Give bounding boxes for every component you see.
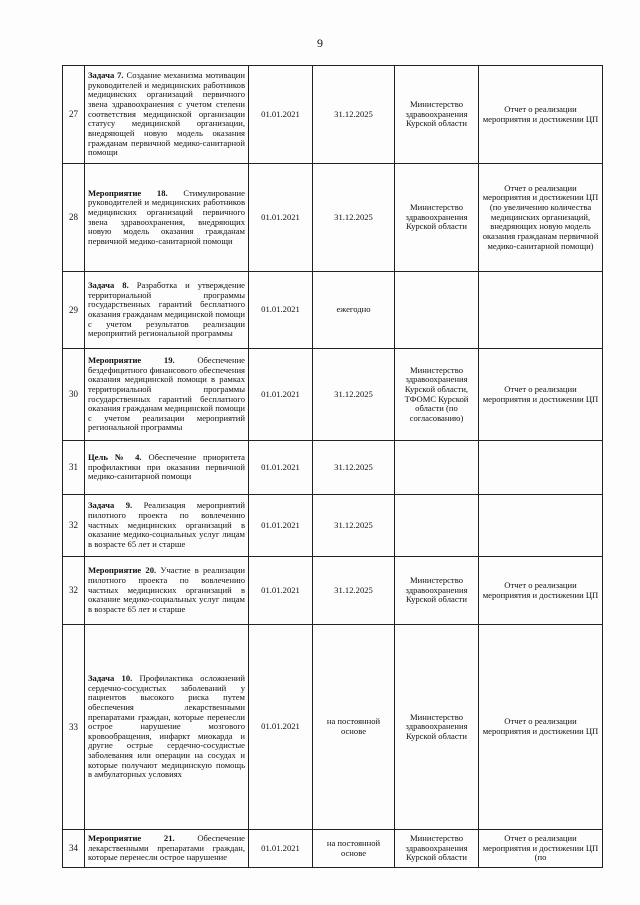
start-date: 01.01.2021	[249, 66, 313, 164]
task-text: Разработка и утверждение территориальной программы государственных гарантий бесплатного оказания гражданам медицинской помощи с учетом результатов реализации мероприятий региональной программы	[88, 280, 245, 339]
task-description	[85, 557, 249, 625]
result: Отчет о реализации мероприятия и достижении ЦП	[479, 557, 603, 625]
task-description	[85, 164, 249, 272]
plan-table	[62, 65, 603, 868]
result	[479, 495, 603, 557]
end-date: на постоянной основе	[313, 830, 395, 868]
start-date: 01.01.2021	[249, 349, 313, 441]
result: Отчет о реализации мероприятия и достижении ЦП (по увеличению количества медицинских организаций, внедряющих новую модель оказания гражданам первичной медико-санитарной помощи)	[479, 164, 603, 272]
row-number: 32	[63, 495, 85, 557]
task-text: Реализация мероприятий пилотного проекта по вовлечению частных медицинских организаций в оказание медико-социальных услуг лицам в возрасте 65 лет и старше	[88, 500, 245, 549]
task-text: Создание механизма мотивации руководителей и медицинских работников медицинских организаций первичного звена здравоохранения с учетом степени соответствия медицинской организации статусу медицинской организации, внедряющей новую модель оказания гражданам первичной медико-санитарной помощи	[88, 70, 245, 158]
row-number: 27	[63, 66, 85, 164]
row-number: 29	[63, 272, 85, 349]
task-label: Мероприятие 21.	[88, 833, 175, 844]
table-row	[63, 557, 603, 625]
task-description	[85, 625, 249, 830]
start-date: 01.01.2021	[249, 557, 313, 625]
start-date: 01.01.2021	[249, 625, 313, 830]
result	[479, 272, 603, 349]
result	[479, 441, 603, 495]
task-text: Обеспечение приоритета профилактики при оказании первичной медико-санитарной помощи	[88, 452, 245, 482]
table-row	[63, 495, 603, 557]
task-text: Профилактика осложнений сердечно-сосудистых заболеваний у пациентов высокого риска путем обеспечения лекарственными препаратами граждан, которые перенесли острое нарушение мозгового кровообращения, инфаркт миокарда и другие острые сердечно-сосудистые заболевания или операции на сосудах и которые получают медицинскую помощь в амбулаторных условиях	[88, 673, 245, 780]
page-number: 9	[317, 36, 323, 50]
start-date: 01.01.2021	[249, 495, 313, 557]
task-text: Стимулирование руководителей и медицинских работников медицинских организаций первичного звена здравоохранения, внедряющих новую модель оказания гражданам первичной медико-санитарной помощи	[88, 187, 245, 246]
end-date: 31.12.2025	[313, 557, 395, 625]
table-row	[63, 272, 603, 349]
executor: Министерство здравоохранения Курской области	[395, 66, 479, 164]
start-date: 01.01.2021	[249, 164, 313, 272]
task-label: Задача 8.	[88, 280, 129, 291]
table-row	[63, 66, 603, 164]
executor	[395, 441, 479, 495]
task-label: Задача 10.	[88, 673, 133, 684]
result: Отчет о реализации мероприятия и достижении ЦП	[479, 66, 603, 164]
row-number: 30	[63, 349, 85, 441]
row-number: 31	[63, 441, 85, 495]
task-label: Мероприятие 19.	[88, 355, 175, 365]
task-description	[85, 349, 249, 441]
result: Отчет о реализации мероприятия и достижении ЦП	[479, 349, 603, 441]
task-label: Мероприятие 18.	[88, 187, 168, 198]
result: Отчет о реализации мероприятия и достижении ЦП (по	[479, 830, 603, 868]
task-description	[85, 441, 249, 495]
start-date: 01.01.2021	[249, 441, 313, 495]
executor	[395, 272, 479, 349]
executor	[395, 495, 479, 557]
end-date: 31.12.2025	[313, 441, 395, 495]
table-row	[63, 349, 603, 441]
row-number: 32	[63, 557, 85, 625]
table-row	[63, 441, 603, 495]
task-label: Задача 9.	[88, 500, 133, 511]
result: Отчет о реализации мероприятия и достижении ЦП	[479, 625, 603, 830]
executor: Министерство здравоохранения Курской области, ТФОМС Курской области (по согласованию)	[395, 349, 479, 441]
table-row	[63, 164, 603, 272]
end-date: ежегодно	[313, 272, 395, 349]
row-number: 28	[63, 164, 85, 272]
task-description	[85, 495, 249, 557]
end-date: 31.12.2025	[313, 66, 395, 164]
task-label: Цель № 4.	[88, 452, 142, 463]
end-date: 31.12.2025	[313, 164, 395, 272]
executor: Министерство здравоохранения Курской области	[395, 830, 479, 868]
end-date: 31.12.2025	[313, 349, 395, 441]
task-label: Задача 7.	[88, 70, 124, 81]
task-description	[85, 66, 249, 164]
row-number: 33	[63, 625, 85, 830]
start-date: 01.01.2021	[249, 272, 313, 349]
task-text: Обеспечение лекарственными препаратами граждан, которые перенесли острое нарушение	[88, 833, 245, 863]
executor: Министерство здравоохранения Курской области	[395, 625, 479, 830]
executor: Министерство здравоохранения Курской области	[395, 164, 479, 272]
end-date: на постоянной основе	[313, 625, 395, 830]
task-text: Участие в реализации пилотного проекта по вовлечению частных медицинских организаций в оказание медико-социальных услуг лицам в возрасте 65 лет и старше	[88, 565, 246, 614]
table-row	[63, 625, 603, 830]
row-number: 34	[63, 830, 85, 868]
end-date: 31.12.2025	[313, 495, 395, 557]
task-description	[85, 830, 249, 868]
executor: Министерство здравоохранения Курской области	[395, 557, 479, 625]
table-row	[63, 830, 603, 868]
task-label: Мероприятие 20.	[88, 565, 157, 576]
start-date: 01.01.2021	[249, 830, 313, 868]
task-description	[85, 272, 249, 349]
task-text: Обеспечение бездефицитного финансового обеспечения оказания медицинской помощи в рамках территориальной программы государственных гарантий бесплатного оказания гражданам медицинской помощи с учетом реализации мероприятий региональной программы	[88, 355, 245, 433]
